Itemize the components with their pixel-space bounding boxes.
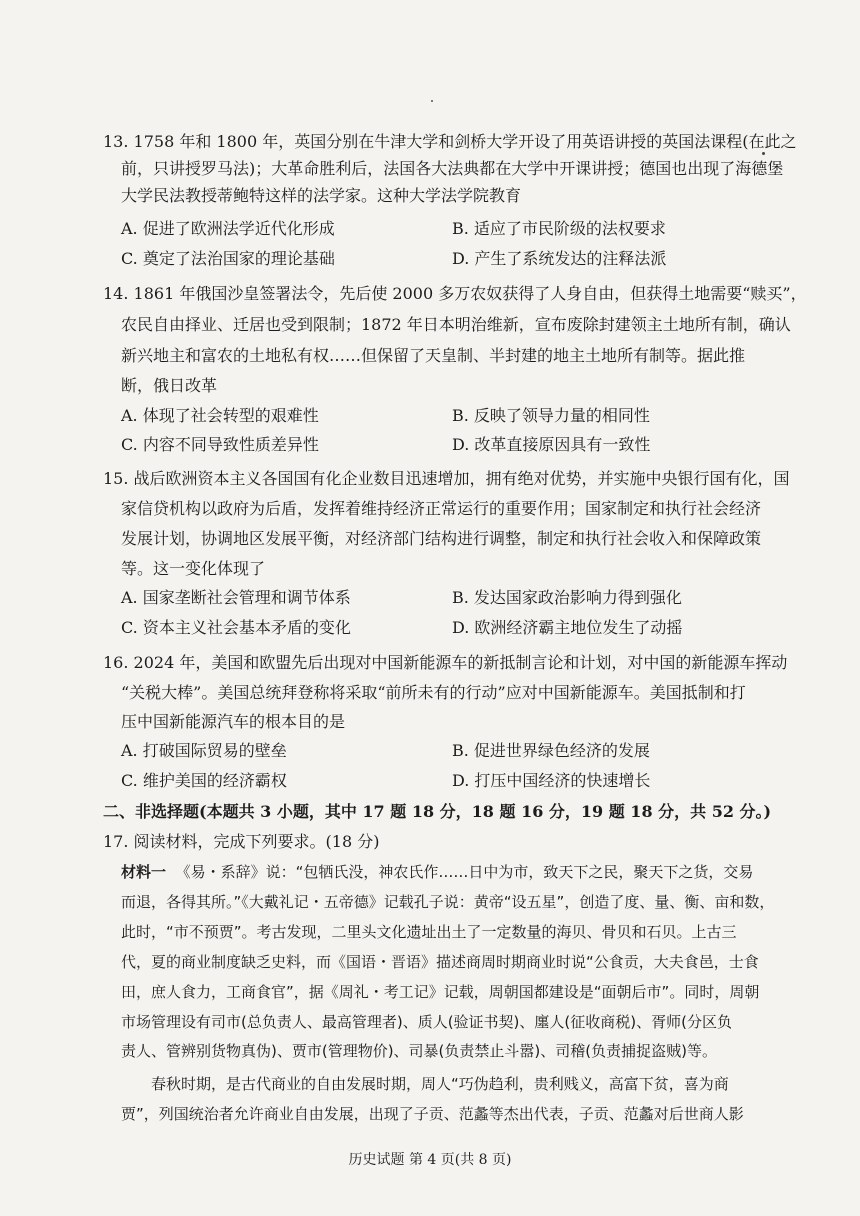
page-footer [0, 1150, 860, 1170]
question-14-option-d: D. 改革直接原因具有一致性 [452, 435, 651, 454]
question-15-option-d: D. 欧洲经济霸主地位发生了动摇 [452, 618, 683, 637]
material-1-label: 材料一 [121, 863, 167, 881]
question-15-line: 家信贷机构以政府为后盾，发挥着维持经济正常运行的重要作用；国家制定和执行社会经济 [121, 499, 762, 518]
question-16-line: 压中国新能源汽车的根本目的是 [121, 712, 346, 731]
question-14-line: 新兴地主和富农的土地私有权……但保留了天皇制、半封建的地主土地所有制等。据此推 [121, 346, 746, 365]
question-16-option-c: C. 维护美国的经济霸权 [121, 771, 287, 790]
question-14-option-c: C. 内容不同导致性质差异性 [121, 435, 319, 454]
material-1-line [121, 861, 761, 883]
question-17-title: 17. 阅读材料，完成下列要求。(18 分) [103, 832, 380, 851]
material-1-line: 市场管理设有司市(总负责人、最高管理者)、质人(验证书契)、廛人(征收商税)、胥师(分区负 [121, 1013, 732, 1031]
material-1-line: 此时，“市不预贾”。考古发现，二里头文化遗址出土了一定数量的海贝、骨贝和石贝。上古三 [121, 923, 737, 941]
question-13-option-a: A. 促进了欧洲法学近代化形成 [121, 219, 335, 238]
question-13-option-b: B. 适应了市民阶级的法权要求 [452, 219, 666, 238]
question-15-option-c: C. 资本主义社会基本矛盾的变化 [121, 618, 351, 637]
question-14-option-b: B. 反映了领导力量的相同性 [452, 406, 650, 425]
question-14-option-a: A. 体现了社会转型的艰难性 [121, 406, 319, 425]
material-1-line: 田，庶人食力，工商食官”，据《周礼・考工记》记载，周朝国都建设是“面朝后市”。同时，周朝 [121, 983, 760, 1001]
question-16-line: 16. 2024 年，美国和欧盟先后出现对中国新能源车的新抵制言论和计划，对中国的新能源车挥动 [103, 653, 788, 672]
question-14-line: 14. 1861 年俄国沙皇签署法令，先后使 2000 多万农奴获得了人身自由，但获得土地需要“赎买”， [103, 284, 807, 303]
material-1-line: 代，夏的商业制度缺乏史料，而《国语・晋语》描述商周时期商业时说“公食贡，大夫食邑，士食 [121, 953, 759, 971]
material-1-line: 责人、管辨别货物真伪)、贾市(管理物价)、司暴(负责禁止斗嚣)、司稽(负责捕捉盗贼)等。 [121, 1042, 717, 1060]
question-16-option-a: A. 打破国际贸易的壁垒 [121, 741, 287, 760]
question-15-line: 发展计划，协调地区发展平衡，对经济部门结构进行调整，制定和执行社会收入和保障政策 [121, 529, 762, 548]
question-15-line: 等。这一变化体现了 [121, 559, 266, 578]
question-13-option-c: C. 奠定了法治国家的理论基础 [121, 249, 335, 268]
question-16-option-d: D. 打压中国经济的快速增长 [452, 771, 651, 790]
material-paragraph-2-line: 贾”，列国统治者允许商业自由发展，出现了子贡、范蠡等杰出代表，子贡、范蠡对后世商人影 [121, 1105, 744, 1123]
question-14-line: 农民自由择业、迁居也受到限制；1872 年日本明治维新，宣布废除封建领主土地所有制，确认 [121, 315, 791, 334]
question-15-option-b: B. 发达国家政治影响力得到强化 [452, 588, 682, 607]
material-1-line: 而退，各得其所。”《大戴礼记・五帝德》记载孔子说：黄帝“设五星”，创造了度、量、衡、亩和数， [121, 893, 775, 911]
question-16-line: “关税大棒”。美国总统拜登称将采取“前所未有的行动”应对中国新能源车。美国抵制和打 [121, 683, 746, 702]
question-15-line: 15. 战后欧洲资本主义各国国有化企业数目迅速增加，拥有绝对优势，并实施中央银行国有化，国 [103, 469, 790, 488]
question-15-option-a: A. 国家垄断社会管理和调节体系 [121, 588, 351, 607]
question-13-line: 13. 1758 年和 1800 年，英国分别在牛津大学和剑桥大学开设了用英语讲授的英国法课程(在此之 [103, 132, 797, 151]
scan-speck [431, 100, 433, 102]
section-heading-non-choice: 二、非选择题(本题共 3 小题，其中 17 题 18 分，18 题 16 分，19 题 18 分，共 52 分。) [103, 802, 772, 821]
question-13-line: 大学民法教授蒂鲍特这样的法学家。这种大学法学院教育 [121, 186, 522, 205]
material-1-text: 《易・系辞》说：“包牺氏没，神农氏作……日中为市，致天下之民，聚天下之货，交易 [175, 863, 754, 881]
question-13-line: 前，只讲授罗马法)；大革命胜利后，法国各大法典都在大学中开课讲授；德国也出现了海德堡 [121, 159, 784, 178]
question-16-option-b: B. 促进世界绿色经济的发展 [452, 741, 650, 760]
question-14-line: 断，俄日改革 [121, 376, 218, 395]
page-number-label: 历史试题 第 4 页(共 8 页) [348, 1152, 512, 1168]
question-13-option-d: D. 产生了系统发达的注释法派 [452, 249, 667, 268]
material-paragraph-2-line: 春秋时期，是古代商业的自由发展时期，周人“巧伪趋利，贵利贱义，高富下贫，喜为商 [151, 1075, 729, 1093]
